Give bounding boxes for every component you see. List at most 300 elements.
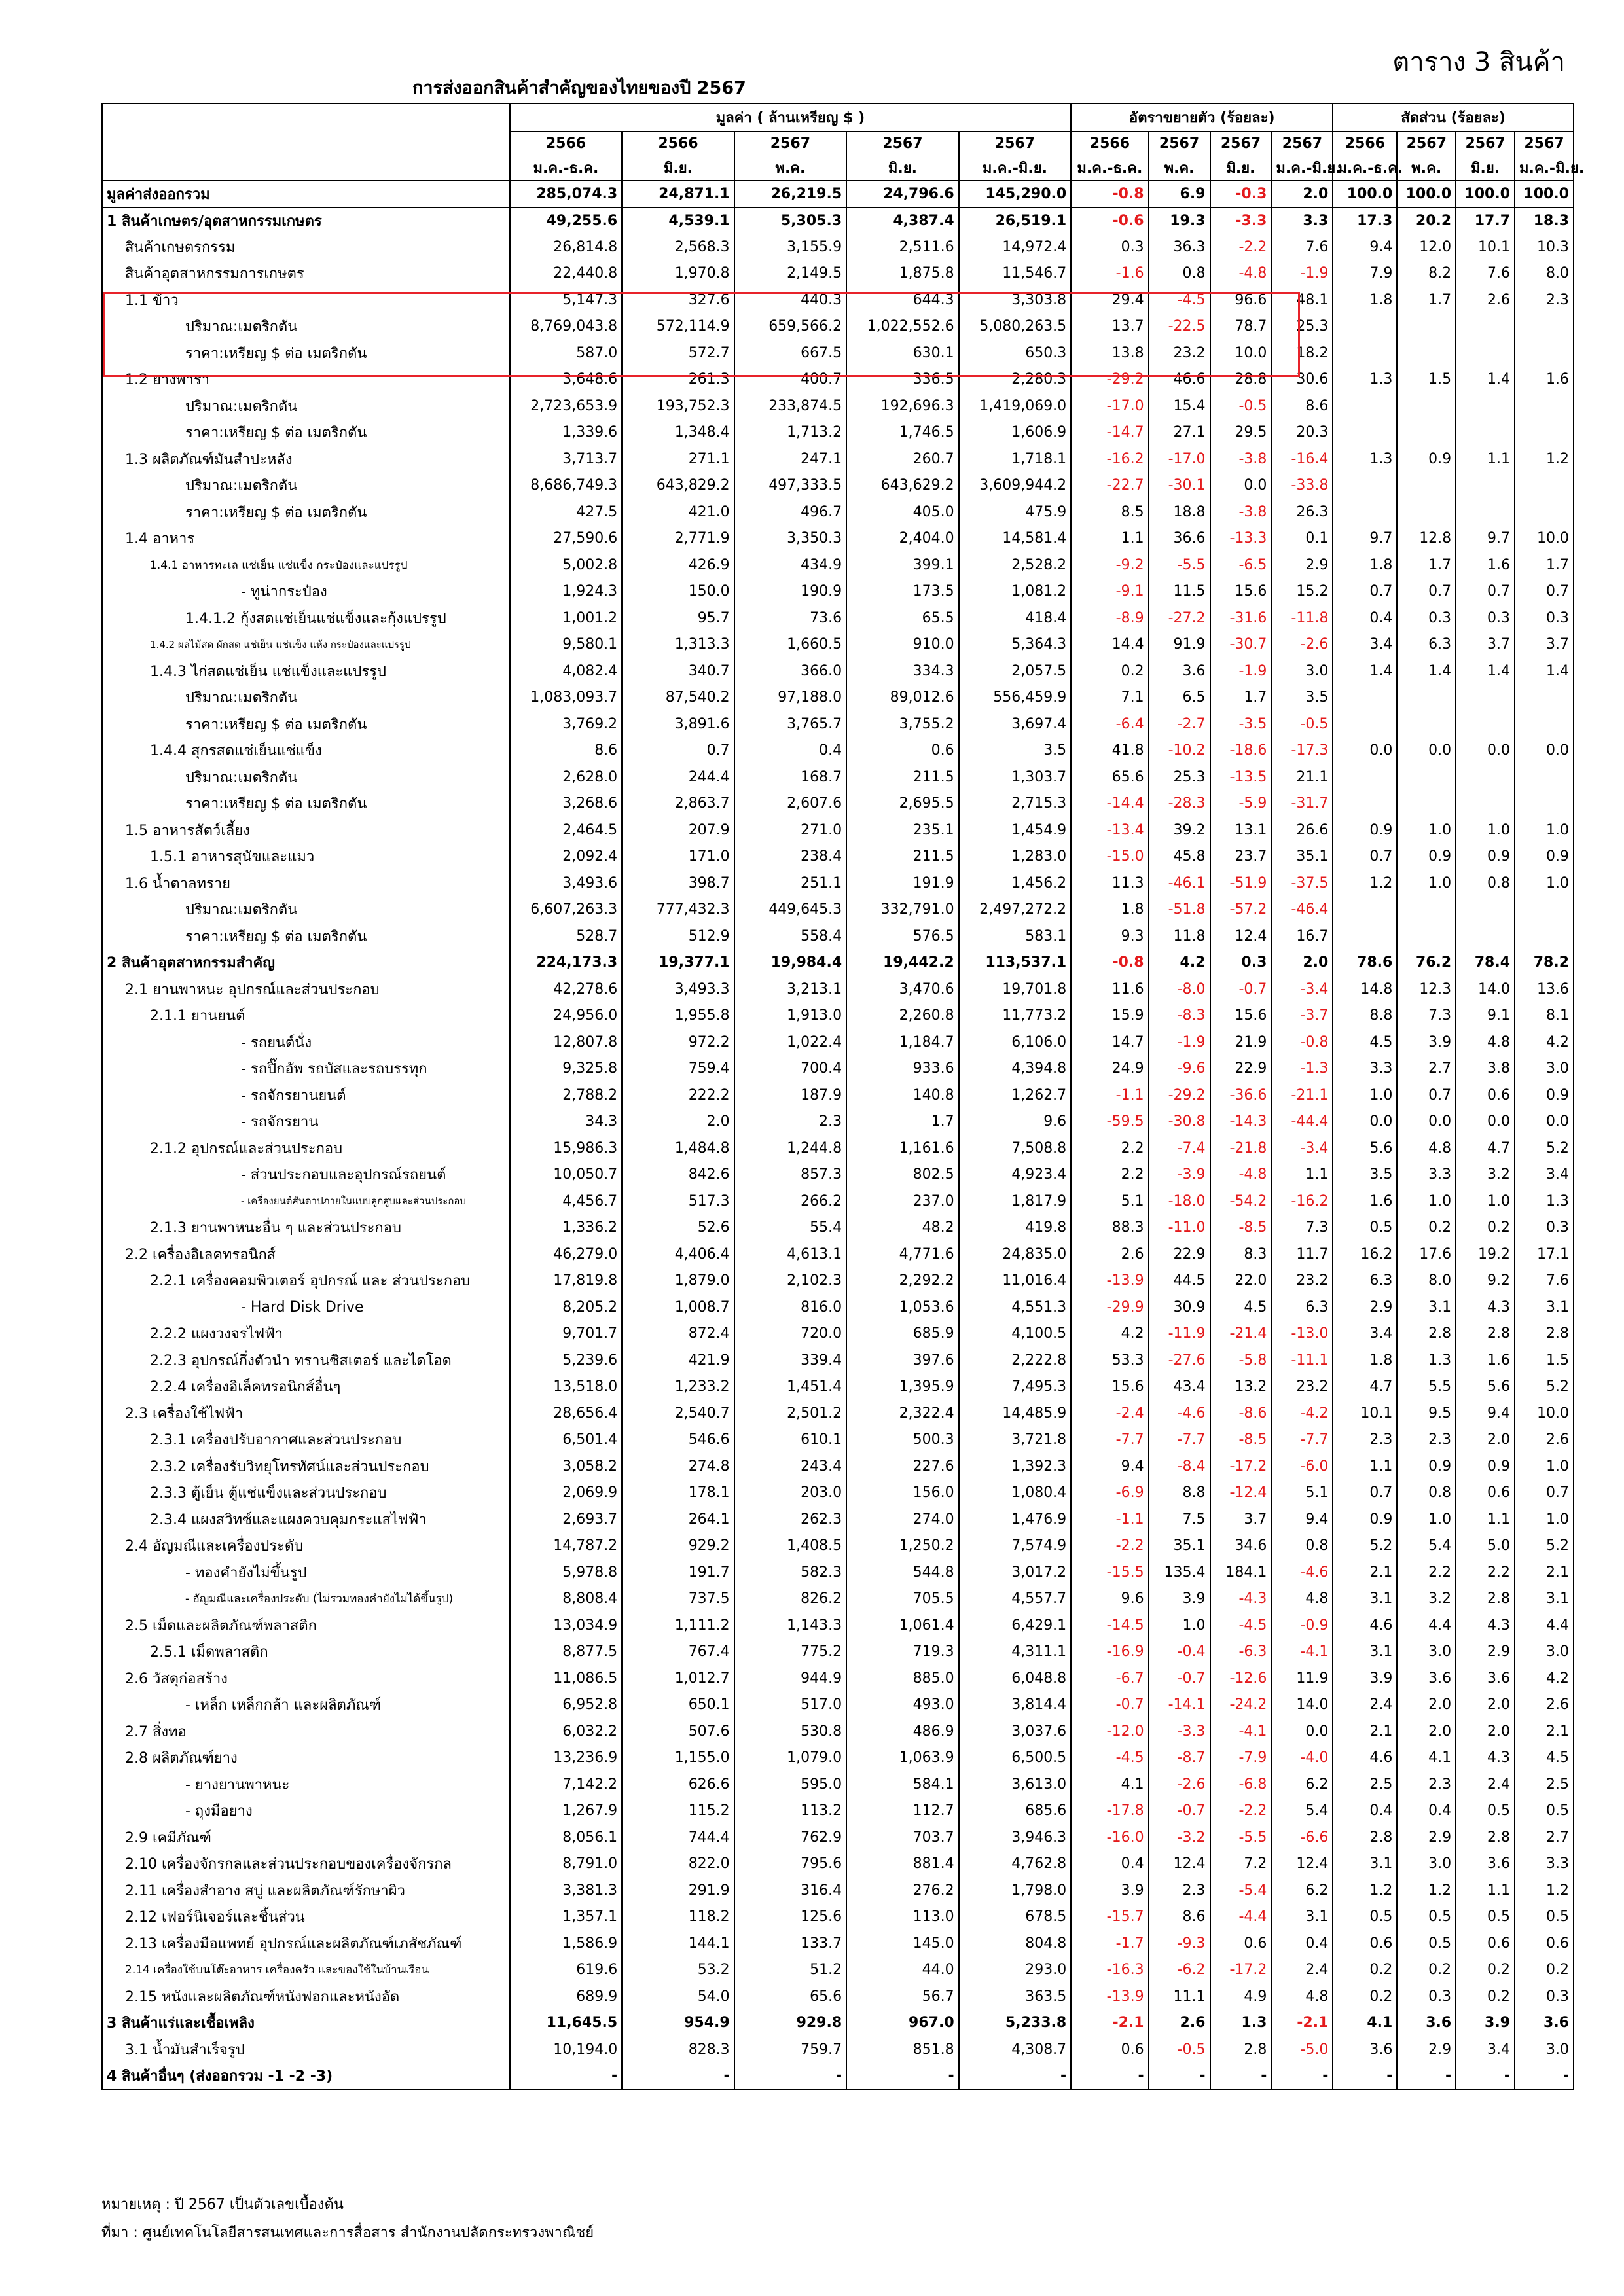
- growth-cell: -2.6: [1149, 1771, 1210, 1798]
- share-cell: 0.4: [1397, 1798, 1456, 1825]
- share-cell: 2.8: [1333, 1824, 1397, 1851]
- share-cell: 4.2: [1515, 1029, 1574, 1056]
- growth-cell: -0.7: [1071, 1692, 1148, 1719]
- growth-cell: -7.4: [1149, 1135, 1210, 1162]
- value-cell: 9,701.7: [510, 1321, 622, 1348]
- share-cell: 1.0: [1397, 1188, 1456, 1215]
- share-cell: 5.4: [1397, 1533, 1456, 1560]
- growth-cell: 29.5: [1210, 420, 1272, 446]
- value-cell: 1,250.2: [846, 1533, 958, 1560]
- value-cell: 6,429.1: [959, 1612, 1072, 1639]
- share-cell: 2.3: [1515, 287, 1574, 314]
- value-cell: 22,440.8: [510, 260, 622, 287]
- growth-cell: 184.1: [1210, 1559, 1272, 1586]
- growth-cell: -4.4: [1210, 1904, 1272, 1931]
- value-cell: 244.4: [622, 764, 734, 791]
- value-cell: 762.9: [734, 1824, 846, 1851]
- value-cell: 14,787.2: [510, 1533, 622, 1560]
- share-cell: 2.0: [1397, 1692, 1456, 1719]
- share-cell: 2.8: [1397, 1321, 1456, 1348]
- growth-cell: -3.8: [1210, 446, 1272, 473]
- growth-cell: -6.5: [1210, 552, 1272, 579]
- share-cell: 1.7: [1397, 552, 1456, 579]
- share-cell: 0.5: [1456, 1904, 1515, 1931]
- share-cell: 2.6: [1456, 287, 1515, 314]
- value-cell: 643,629.2: [846, 473, 958, 499]
- value-cell: 14,485.9: [959, 1400, 1072, 1427]
- growth-cell: 11.1: [1149, 1983, 1210, 2010]
- share-cell: 9.4: [1456, 1400, 1515, 1427]
- value-cell: 12,807.8: [510, 1029, 622, 1056]
- value-cell: 744.4: [622, 1824, 734, 1851]
- value-cell: 3,891.6: [622, 711, 734, 738]
- share-cell: 3.2: [1456, 1162, 1515, 1189]
- row-label: 1.3 ผลิตภัณฑ์มันสำปะหลัง: [102, 446, 510, 473]
- table-row: [102, 579, 1574, 605]
- row-label: ราคา:เหรียญ $ ต่อ เมตริกตัน: [102, 340, 510, 367]
- row-label: 2.1 ยานพาหนะ อุปกรณ์และส่วนประกอบ: [102, 976, 510, 1003]
- value-cell: 9.6: [959, 1109, 1072, 1136]
- growth-cell: -4.8: [1210, 1162, 1272, 1189]
- value-cell: 2,497,272.2: [959, 897, 1072, 924]
- value-period-header: ม.ค.-ธ.ค.: [510, 156, 622, 181]
- growth-cell: 0.2: [1071, 658, 1148, 685]
- growth-year-header: 2567: [1271, 131, 1333, 156]
- value-cell: 291.9: [622, 1877, 734, 1904]
- share-cell: 0.7: [1515, 579, 1574, 605]
- table-row: [102, 711, 1574, 738]
- table-row: [102, 526, 1574, 552]
- share-cell: 7.6: [1515, 1268, 1574, 1295]
- value-cell: 630.1: [846, 340, 958, 367]
- growth-cell: 24.9: [1071, 1056, 1148, 1083]
- value-cell: 3,721.8: [959, 1427, 1072, 1454]
- share-cell: 0.5: [1333, 1904, 1397, 1931]
- share-cell: 2.0: [1397, 1718, 1456, 1745]
- share-cell: 9.2: [1456, 1268, 1515, 1295]
- value-cell: 340.7: [622, 658, 734, 685]
- share-cell: -: [1397, 2063, 1456, 2090]
- share-cell: 0.7: [1333, 844, 1397, 870]
- value-cell: 13,236.9: [510, 1745, 622, 1772]
- share-cell: [1397, 897, 1456, 924]
- growth-cell: 15.6: [1210, 1003, 1272, 1030]
- growth-cell: 0.4: [1271, 1930, 1333, 1957]
- row-label: มูลค่าส่งออกรวม: [102, 181, 510, 207]
- growth-cell: 1.1: [1071, 526, 1148, 552]
- share-cell: [1515, 764, 1574, 791]
- growth-cell: -21.1: [1271, 1082, 1333, 1109]
- value-cell: 4,551.3: [959, 1294, 1072, 1321]
- value-cell: 619.6: [510, 1957, 622, 1984]
- share-cell: 0.5: [1515, 1798, 1574, 1825]
- value-cell: 1,392.3: [959, 1453, 1072, 1480]
- value-cell: 1,267.9: [510, 1798, 622, 1825]
- value-cell: 737.5: [622, 1586, 734, 1613]
- share-cell: 78.2: [1515, 950, 1574, 977]
- growth-cell: -4.8: [1210, 260, 1272, 287]
- value-period-header: ม.ค.-มิ.ย.: [959, 156, 1072, 181]
- table-row: [102, 287, 1574, 314]
- value-cell: 113,537.1: [959, 950, 1072, 977]
- value-cell: 2.0: [622, 1109, 734, 1136]
- value-cell: 145,290.0: [959, 181, 1072, 207]
- value-cell: 1.7: [846, 1109, 958, 1136]
- value-cell: 398.7: [622, 870, 734, 897]
- value-cell: 3,058.2: [510, 1453, 622, 1480]
- growth-cell: 8.5: [1071, 499, 1148, 526]
- share-cell: 0.6: [1456, 1082, 1515, 1109]
- value-cell: 19,701.8: [959, 976, 1072, 1003]
- share-cell: 1.1: [1456, 446, 1515, 473]
- share-cell: 3.1: [1333, 1586, 1397, 1613]
- value-cell: 3,713.7: [510, 446, 622, 473]
- value-cell: 3,609,944.2: [959, 473, 1072, 499]
- share-cell: 2.1: [1515, 1559, 1574, 1586]
- share-cell: 2.6: [1515, 1427, 1574, 1454]
- share-cell: [1397, 711, 1456, 738]
- share-cell: 2.6: [1515, 1692, 1574, 1719]
- value-cell: 7,495.3: [959, 1374, 1072, 1401]
- share-cell: 10.0: [1515, 526, 1574, 552]
- share-cell: 5.6: [1456, 1374, 1515, 1401]
- value-cell: 851.8: [846, 2036, 958, 2063]
- growth-cell: 88.3: [1071, 1215, 1148, 1242]
- share-cell: 0.3: [1397, 1983, 1456, 2010]
- share-cell: 4.3: [1456, 1745, 1515, 1772]
- value-cell: 26,814.8: [510, 234, 622, 260]
- growth-cell: -31.6: [1210, 605, 1272, 632]
- growth-cell: 6.3: [1271, 1294, 1333, 1321]
- row-label: ปริมาณ:เมตริกตัน: [102, 473, 510, 499]
- growth-cell: -4.3: [1210, 1586, 1272, 1613]
- growth-cell: -3.8: [1210, 499, 1272, 526]
- growth-cell: 3.9: [1071, 1877, 1148, 1904]
- value-cell: 113.2: [734, 1798, 846, 1825]
- growth-cell: -46.4: [1271, 897, 1333, 924]
- table-row: [102, 1586, 1574, 1613]
- growth-cell: -6.7: [1071, 1665, 1148, 1692]
- table-row: [102, 234, 1574, 260]
- growth-cell: -17.2: [1210, 1957, 1272, 1984]
- growth-cell: -: [1149, 2063, 1210, 2090]
- growth-cell: -1.6: [1071, 260, 1148, 287]
- value-cell: 191.7: [622, 1559, 734, 1586]
- value-cell: 187.9: [734, 1082, 846, 1109]
- growth-cell: -5.4: [1210, 1877, 1272, 1904]
- value-cell: 49,255.6: [510, 207, 622, 234]
- share-cell: 7.3: [1397, 1003, 1456, 1030]
- share-cell: 1.0: [1397, 817, 1456, 844]
- share-cell: 0.0: [1515, 738, 1574, 764]
- growth-cell: -6.6: [1271, 1824, 1333, 1851]
- share-cell: [1333, 764, 1397, 791]
- growth-cell: 15.9: [1071, 1003, 1148, 1030]
- value-cell: 6,501.4: [510, 1427, 622, 1454]
- share-cell: 8.1: [1515, 1003, 1574, 1030]
- share-cell: 2.5: [1515, 1771, 1574, 1798]
- value-cell: 512.9: [622, 923, 734, 950]
- row-label: 2.7 สิ่งทอ: [102, 1718, 510, 1745]
- growth-cell: -2.1: [1071, 2010, 1148, 2037]
- table-row: [102, 1347, 1574, 1374]
- value-cell: 65.5: [846, 605, 958, 632]
- value-cell: 3,493.3: [622, 976, 734, 1003]
- table-row: [102, 420, 1574, 446]
- value-cell: 316.4: [734, 1877, 846, 1904]
- value-cell: 144.1: [622, 1930, 734, 1957]
- share-cell: 3.3: [1515, 1851, 1574, 1878]
- growth-cell: -3.3: [1210, 207, 1272, 234]
- value-cell: 24,796.6: [846, 181, 958, 207]
- share-cell: 100.0: [1333, 181, 1397, 207]
- value-cell: 2,322.4: [846, 1400, 958, 1427]
- value-cell: 9,325.8: [510, 1056, 622, 1083]
- table-row: [102, 1029, 1574, 1056]
- growth-cell: 0.6: [1071, 2036, 1148, 2063]
- growth-cell: -29.2: [1071, 367, 1148, 393]
- value-cell: 929.8: [734, 2010, 846, 2037]
- value-cell: 1,419,069.0: [959, 393, 1072, 420]
- share-cell: 2.0: [1456, 1692, 1515, 1719]
- share-cell: 1.0: [1397, 870, 1456, 897]
- growth-cell: 43.4: [1149, 1374, 1210, 1401]
- value-cell: 6,048.8: [959, 1665, 1072, 1692]
- value-cell: 171.0: [622, 844, 734, 870]
- value-cell: 0.7: [622, 738, 734, 764]
- value-cell: 56.7: [846, 1983, 958, 2010]
- growth-cell: -15.7: [1071, 1904, 1148, 1931]
- share-cell: 2.1: [1333, 1559, 1397, 1586]
- share-cell: [1515, 473, 1574, 499]
- share-cell: 3.6: [1515, 2010, 1574, 2037]
- share-cell: 3.3: [1397, 1162, 1456, 1189]
- row-label: - ทูน่ากระป๋อง: [102, 579, 510, 605]
- export-table: [101, 103, 1585, 2090]
- share-cell: [1333, 711, 1397, 738]
- share-cell: 1.7: [1515, 552, 1574, 579]
- value-cell: 572.7: [622, 340, 734, 367]
- value-cell: 2,771.9: [622, 526, 734, 552]
- growth-cell: -0.9: [1271, 1612, 1333, 1639]
- table-row: [102, 950, 1574, 977]
- value-cell: 156.0: [846, 1480, 958, 1507]
- value-cell: 650.3: [959, 340, 1072, 367]
- share-cell: [1515, 923, 1574, 950]
- growth-cell: -17.8: [1071, 1798, 1148, 1825]
- share-cell: 100.0: [1397, 181, 1456, 207]
- value-cell: 1,817.9: [959, 1188, 1072, 1215]
- growth-cell: -9.2: [1071, 552, 1148, 579]
- source-note: ที่มา : ศูนย์เทคโนโลยีสารสนเทศและการสื่อสาร สำนักงานปลัดกระทรวงพาณิชย์: [101, 2225, 594, 2241]
- value-cell: 24,956.0: [510, 1003, 622, 1030]
- table-row: [102, 1798, 1574, 1825]
- share-cell: 1.6: [1456, 552, 1515, 579]
- share-cell: 0.5: [1456, 1798, 1515, 1825]
- share-cell: 3.1: [1515, 1294, 1574, 1321]
- value-cell: 929.2: [622, 1533, 734, 1560]
- growth-cell: -1.9: [1149, 1029, 1210, 1056]
- share-cell: 3.0: [1515, 1056, 1574, 1083]
- share-cell: 4.4: [1397, 1612, 1456, 1639]
- value-cell: 5,305.3: [734, 207, 846, 234]
- share-cell: 0.5: [1333, 1215, 1397, 1242]
- value-cell: 1,955.8: [622, 1003, 734, 1030]
- value-cell: 493.0: [846, 1692, 958, 1719]
- row-label: 3 สินค้าแร่และเชื้อเพลิง: [102, 2010, 510, 2037]
- growth-cell: 8.6: [1149, 1904, 1210, 1931]
- growth-cell: 3.1: [1271, 1904, 1333, 1931]
- value-cell: 544.8: [846, 1559, 958, 1586]
- share-cell: 17.6: [1397, 1241, 1456, 1268]
- growth-cell: -4.6: [1149, 1400, 1210, 1427]
- growth-cell: 3.3: [1271, 207, 1333, 234]
- value-cell: 150.0: [622, 579, 734, 605]
- row-label: 2.3 เครื่องใช้ไฟฟ้า: [102, 1400, 510, 1427]
- value-cell: 52.6: [622, 1215, 734, 1242]
- share-cell: 2.0: [1456, 1718, 1515, 1745]
- share-cell: [1397, 499, 1456, 526]
- growth-cell: 8.6: [1271, 393, 1333, 420]
- growth-cell: 2.4: [1271, 1957, 1333, 1984]
- growth-cell: 1.8: [1071, 897, 1148, 924]
- share-cell: 1.2: [1397, 1877, 1456, 1904]
- share-cell: [1333, 340, 1397, 367]
- value-cell: 583.1: [959, 923, 1072, 950]
- value-cell: 115.2: [622, 1798, 734, 1825]
- value-cell: 419.8: [959, 1215, 1072, 1242]
- row-label: 3.1 น้ำมันสำเร็จรูป: [102, 2036, 510, 2063]
- share-cell: 6.3: [1397, 632, 1456, 658]
- growth-cell: -3.4: [1271, 976, 1333, 1003]
- growth-cell: -51.9: [1210, 870, 1272, 897]
- share-cell: 12.0: [1397, 234, 1456, 260]
- growth-cell: 1.1: [1271, 1162, 1333, 1189]
- value-cell: 2,260.8: [846, 1003, 958, 1030]
- value-cell: -: [959, 2063, 1072, 2090]
- share-cell: 0.6: [1333, 1930, 1397, 1957]
- growth-cell: -16.4: [1271, 446, 1333, 473]
- growth-cell: -11.0: [1149, 1215, 1210, 1242]
- value-cell: 1,746.5: [846, 420, 958, 446]
- growth-cell: 9.3: [1071, 923, 1148, 950]
- table-row: [102, 181, 1574, 207]
- growth-cell: -17.3: [1271, 738, 1333, 764]
- growth-cell: 6.2: [1271, 1771, 1333, 1798]
- growth-cell: -16.2: [1271, 1188, 1333, 1215]
- share-cell: 0.6: [1456, 1480, 1515, 1507]
- value-cell: 421.9: [622, 1347, 734, 1374]
- share-cell: [1515, 393, 1574, 420]
- growth-cell: -9.3: [1149, 1930, 1210, 1957]
- share-cell: 1.8: [1333, 287, 1397, 314]
- value-cell: 3,381.3: [510, 1877, 622, 1904]
- share-cell: 5.5: [1397, 1374, 1456, 1401]
- growth-period-header: มิ.ย.: [1210, 156, 1272, 181]
- growth-cell: -0.3: [1210, 181, 1272, 207]
- value-cell: 2,057.5: [959, 658, 1072, 685]
- value-cell: 327.6: [622, 287, 734, 314]
- growth-cell: 0.3: [1071, 234, 1148, 260]
- value-cell: 689.9: [510, 1983, 622, 2010]
- table-row: [102, 1692, 1574, 1719]
- value-cell: 4,311.1: [959, 1639, 1072, 1666]
- value-cell: 2,628.0: [510, 764, 622, 791]
- value-cell: 822.0: [622, 1851, 734, 1878]
- share-cell: [1397, 340, 1456, 367]
- share-cell: [1456, 711, 1515, 738]
- value-cell: 332,791.0: [846, 897, 958, 924]
- share-cell: 5.2: [1515, 1135, 1574, 1162]
- growth-cell: 44.5: [1149, 1268, 1210, 1295]
- value-cell: 113.0: [846, 1904, 958, 1931]
- growth-cell: -1.1: [1071, 1082, 1148, 1109]
- share-cell: 1.1: [1456, 1877, 1515, 1904]
- share-cell: [1456, 764, 1515, 791]
- share-cell: 78.4: [1456, 950, 1515, 977]
- growth-cell: 18.2: [1271, 340, 1333, 367]
- share-cell: 3.6: [1456, 1851, 1515, 1878]
- share-cell: 3.0: [1397, 1851, 1456, 1878]
- row-label: 2.4 อัญมณีและเครื่องประดับ: [102, 1533, 510, 1560]
- value-cell: 1,606.9: [959, 420, 1072, 446]
- growth-cell: 0.0: [1271, 1718, 1333, 1745]
- value-cell: 528.7: [510, 923, 622, 950]
- growth-cell: -8.5: [1210, 1215, 1272, 1242]
- growth-cell: -14.3: [1210, 1109, 1272, 1136]
- value-cell: 207.9: [622, 817, 734, 844]
- share-cell: 4.8: [1397, 1135, 1456, 1162]
- share-cell: 0.9: [1397, 844, 1456, 870]
- value-cell: 972.2: [622, 1029, 734, 1056]
- value-cell: 802.5: [846, 1162, 958, 1189]
- row-label: 2.2.3 อุปกรณ์กึ่งตัวนำ ทรานซิสเตอร์ และไดโอด: [102, 1347, 510, 1374]
- share-cell: 17.1: [1515, 1241, 1574, 1268]
- value-cell: 2,069.9: [510, 1480, 622, 1507]
- table-row: [102, 2063, 1574, 2090]
- share-cell: 10.1: [1333, 1400, 1397, 1427]
- growth-cell: -3.9: [1149, 1162, 1210, 1189]
- share-cell: 14.8: [1333, 976, 1397, 1003]
- growth-cell: 0.6: [1210, 1930, 1272, 1957]
- row-label: 2.1.2 อุปกรณ์และส่วนประกอบ: [102, 1135, 510, 1162]
- value-cell: 10,050.7: [510, 1162, 622, 1189]
- share-cell: [1397, 473, 1456, 499]
- share-cell: 0.0: [1397, 738, 1456, 764]
- table-row: [102, 1135, 1574, 1162]
- remark-note: หมายเหตุ : ปี 2567 เป็นตัวเลขเบื้องต้น: [101, 2197, 344, 2213]
- growth-cell: 4.2: [1149, 950, 1210, 977]
- share-cell: 0.5: [1515, 1904, 1574, 1931]
- value-cell: 5,364.3: [959, 632, 1072, 658]
- value-cell: 6,952.8: [510, 1692, 622, 1719]
- row-label: 2.15 หนังและผลิตภัณฑ์หนังฟอกและหนังอัด: [102, 1983, 510, 2010]
- growth-cell: -30.1: [1149, 473, 1210, 499]
- row-label: 1.4.1.2 กุ้งสดแช่เย็นแช่แข็งและกุ้งแปรรูป: [102, 605, 510, 632]
- value-cell: 2.3: [734, 1109, 846, 1136]
- growth-cell: 1.0: [1149, 1612, 1210, 1639]
- table-row: [102, 499, 1574, 526]
- growth-cell: -59.5: [1071, 1109, 1148, 1136]
- share-cell: 6.3: [1333, 1268, 1397, 1295]
- value-cell: 496.7: [734, 499, 846, 526]
- value-cell: 1,008.7: [622, 1294, 734, 1321]
- value-cell: 10,194.0: [510, 2036, 622, 2063]
- share-cell: 0.3: [1515, 1215, 1574, 1242]
- value-cell: 1,143.3: [734, 1612, 846, 1639]
- share-cell: [1456, 499, 1515, 526]
- share-cell: 4.3: [1456, 1612, 1515, 1639]
